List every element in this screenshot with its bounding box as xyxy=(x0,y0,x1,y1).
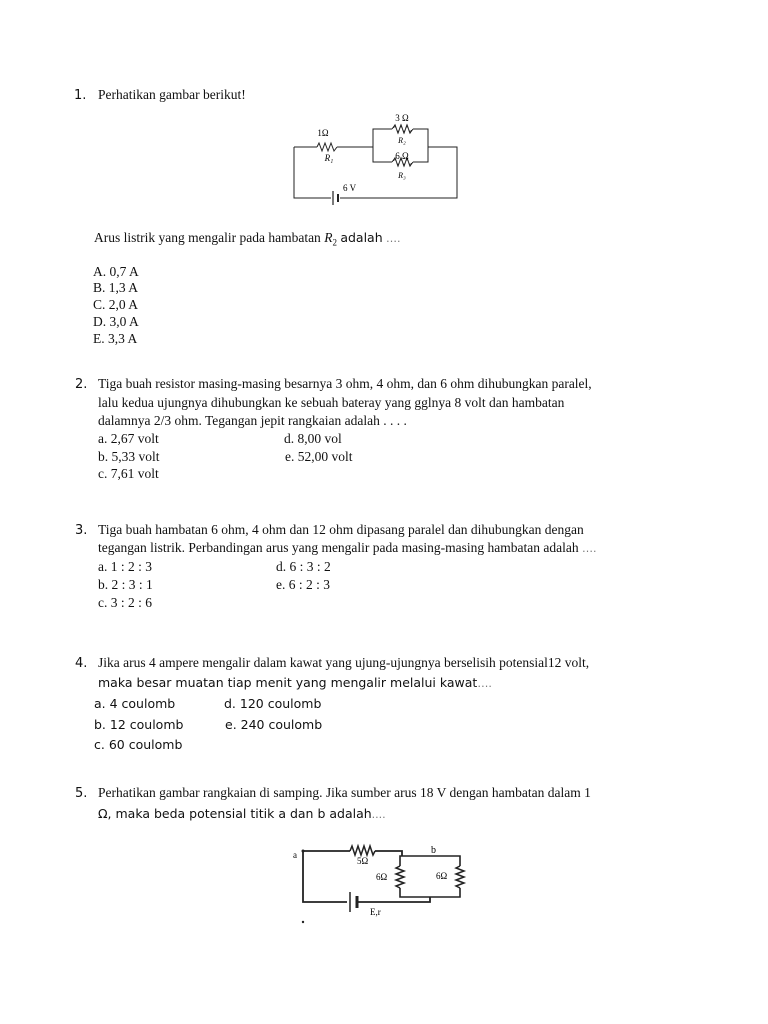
q1-r1-label: R₁ xyxy=(324,153,334,163)
q4-text-line2 xyxy=(98,675,492,691)
q1-r2-value: 3 Ω xyxy=(395,113,409,123)
q1-r2-label: R₂ xyxy=(398,136,406,145)
q2-text-line1: Tiga buah resistor masing-masing besarnya 3 ohm, 4 ohm, dan 6 ohm dihubungkan paralel, xyxy=(98,376,592,391)
q5-r-parallel-1: 6Ω xyxy=(376,872,388,882)
q1-battery-label: 6 V xyxy=(343,183,357,193)
q4-option-b[interactable]: b. 12 coulomb xyxy=(94,717,184,732)
q1-option-d[interactable]: D. 3,0 A xyxy=(93,314,139,329)
q1-r3-value: 6 Ω xyxy=(395,151,409,161)
q3-option-e[interactable]: e. 6 : 2 : 3 xyxy=(276,577,330,592)
q1-r3-label: R₃ xyxy=(398,171,406,180)
q4-option-e[interactable]: e. 240 coulomb xyxy=(225,717,323,732)
q5-circuit-diagram xyxy=(290,840,470,925)
q1-option-e[interactable]: E. 3,3 A xyxy=(93,331,138,346)
q1-option-b[interactable]: B. 1,3 A xyxy=(93,280,139,295)
q2-option-d[interactable]: d. 8,00 vol xyxy=(284,431,342,446)
q1-option-a[interactable]: A. 0,7 A xyxy=(93,264,139,279)
q3-option-a[interactable]: a. 1 : 2 : 3 xyxy=(98,559,152,574)
q4-dots: …. xyxy=(477,677,492,690)
q1-question-var: R xyxy=(324,230,333,245)
q4-text-line2-text: maka besar muatan tiap menit yang mengalir melalui kawat xyxy=(98,675,478,690)
q3-option-d[interactable]: d. 6 : 3 : 2 xyxy=(276,559,331,574)
q1-question xyxy=(94,230,401,248)
q2-text-line2: lalu kedua ujungnya dihubungkan ke sebuah bateray yang gglnya 8 volt dan hambatan xyxy=(98,395,565,410)
q1-question-sub: 2 xyxy=(332,237,337,248)
q3-number: 3. xyxy=(75,523,88,538)
q3-option-c[interactable]: c. 3 : 2 : 6 xyxy=(98,595,152,610)
q1-question-pre: Arus listrik yang mengalir pada hambatan xyxy=(94,230,321,245)
q1-option-c[interactable]: C. 2,0 A xyxy=(93,297,139,312)
q3-dots: …. xyxy=(581,542,597,555)
q2-text-line3: dalamnya 2/3 ohm. Tegangan jepit rangkaian adalah . . . . xyxy=(98,413,407,428)
q5-text-line1: Perhatikan gambar rangkaian di samping. Jika sumber arus 18 V dengan hambatan dalam 1 xyxy=(98,785,591,800)
q5-r-series: 5Ω xyxy=(357,856,369,866)
q5-number: 5. xyxy=(75,786,88,801)
q2-option-c[interactable]: c. 7,61 volt xyxy=(98,466,159,481)
q5-point-b: b xyxy=(431,845,436,856)
q3-text-line1: Tiga buah hambatan 6 ohm, 4 ohm dan 12 ohm dipasang paralel dan dihubungkan dengan xyxy=(98,522,584,537)
q2-option-e[interactable]: e. 52,00 volt xyxy=(285,449,353,464)
q5-text-line2-text: Ω, maka beda potensial titik a dan b adalah xyxy=(98,806,372,821)
q1-question-post: adalah xyxy=(340,230,383,245)
q1-number: 1. xyxy=(74,88,87,103)
q4-option-a[interactable]: a. 4 coulomb xyxy=(94,696,176,711)
q4-option-c[interactable]: c. 60 coulomb xyxy=(94,737,183,752)
q1-circuit-diagram xyxy=(290,112,465,207)
q4-number: 4. xyxy=(75,656,88,671)
q1-prompt: Perhatikan gambar berikut! xyxy=(98,87,246,102)
q5-source: E,r xyxy=(370,907,381,917)
q5-point-a: a xyxy=(293,850,297,860)
q1-r1-value: 1Ω xyxy=(317,128,329,138)
q5-dots: .... xyxy=(371,808,386,821)
q2-number: 2. xyxy=(75,377,88,392)
q5-text-line2 xyxy=(98,806,386,822)
q4-text-line1: Jika arus 4 ampere mengalir dalam kawat yang ujung-ujungnya berselisih potensial12 volt, xyxy=(98,655,590,670)
q2-option-a[interactable]: a. 2,67 volt xyxy=(98,431,159,446)
q3-text-line2-text: tegangan listrik. Perbandingan arus yang mengalir pada masing-masing hambatan adalah xyxy=(98,540,579,555)
q3-option-b[interactable]: b. 2 : 3 : 1 xyxy=(98,577,153,592)
q3-text-line2 xyxy=(98,540,596,556)
q1-question-dots: …. xyxy=(386,232,401,245)
q4-option-d[interactable]: d. 120 coulomb xyxy=(224,696,322,711)
q5-r-parallel-2: 6Ω xyxy=(436,871,448,881)
q2-option-b[interactable]: b. 5,33 volt xyxy=(98,449,160,464)
